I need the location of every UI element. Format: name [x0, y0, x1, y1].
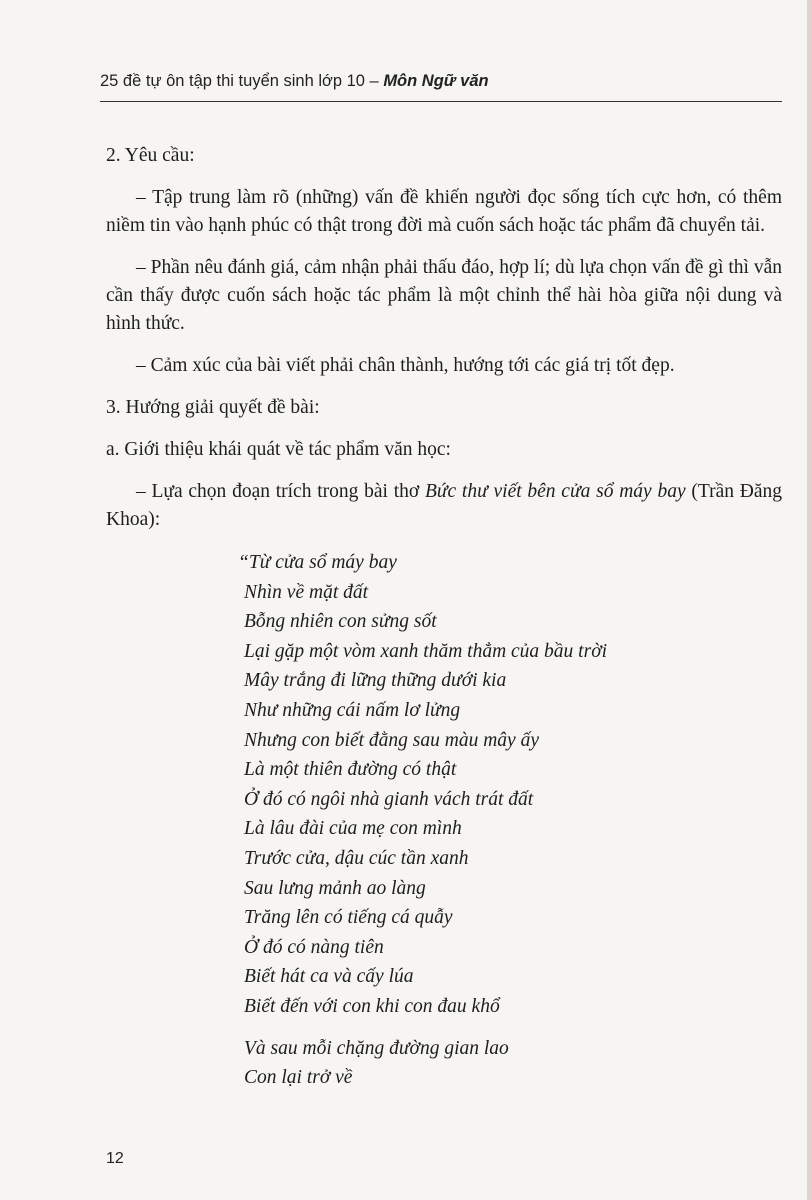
subject-title: Môn Ngữ văn — [383, 72, 489, 90]
selection-suffix: (Trần Đăng Khoa): — [106, 481, 782, 530]
poem-line: Ở đó có nàng tiên — [244, 936, 384, 958]
solution-heading: 3. Hướng giải quyết đề bài: — [106, 397, 320, 418]
selection-prefix: – Lựa chọn đoạn trích trong bài thơ — [136, 481, 425, 502]
poem-line: Nhìn về mặt đất — [244, 581, 369, 603]
solution-part-a: a. Giới thiệu khái quát về tác phẩm văn học: — [106, 439, 451, 460]
poem-line: Trăng lên có tiếng cá quẫy — [244, 907, 453, 929]
poem-line: Con lại trở về — [244, 1067, 353, 1089]
poem-line: “Từ cửa sổ máy bay — [238, 552, 397, 573]
poem-line: Là lâu đài của mẹ con mình — [244, 818, 462, 840]
poem-line: Ở đó có ngôi nhà gianh vách trát đất — [244, 788, 534, 810]
poem-line: Trước cửa, dậu cúc tần xanh — [244, 847, 469, 869]
page-body — [106, 142, 782, 1093]
poem-excerpt — [238, 548, 782, 1093]
poem-line: Như những cái nấm lơ lửng — [244, 699, 461, 721]
poem-line: Là một thiên đường có thật — [244, 759, 457, 781]
stanza-break — [244, 1022, 782, 1034]
book-title: 25 đề tự ôn tập thi tuyển sinh lớp 10 – — [100, 72, 384, 90]
requirement-paragraph-2: – Phần nêu đánh giá, cảm nhận phải thấu đáo, hợp lí; dù lựa chọn vấn đề gì thì vẫn cần thấy được cuốn sách hoặc tác phẩm là một chỉnh thể hài hòa giữa nội dung và hình thức. — [106, 257, 782, 334]
header-divider — [100, 101, 782, 102]
poem-line: Và sau mỗi chặng đường gian lao — [244, 1037, 509, 1059]
poem-line: Bỗng nhiên con sửng sốt — [244, 611, 437, 633]
page-edge-shadow — [807, 0, 811, 1200]
poem-line: Mây trắng đi lững thững dưới kia — [244, 670, 507, 692]
requirement-paragraph-3: – Cảm xúc của bài viết phải chân thành, hướng tới các giá trị tốt đẹp. — [136, 355, 675, 376]
poem-selection-paragraph — [106, 478, 782, 534]
poem-title: Bức thư viết bên cửa sổ máy bay — [424, 481, 686, 502]
poem-line: Biết hát ca và cấy lúa — [244, 966, 414, 988]
poem-line: Lại gặp một vòm xanh thăm thẳm của bầu trời — [244, 640, 608, 662]
poem-line: Biết đến với con khi con đau khổ — [244, 995, 500, 1017]
poem-line: Sau lưng mảnh ao làng — [244, 877, 426, 899]
requirements-heading: 2. Yêu cầu: — [106, 145, 195, 166]
page-number: 12 — [106, 1150, 124, 1167]
requirement-paragraph-1: – Tập trung làm rõ (những) vấn đề khiến người đọc sống tích cực hơn, có thêm niềm tin vào hạnh phúc có thật trong đời mà cuốn sách hoặc tác phẩm đã chuyển tải. — [106, 187, 782, 236]
running-header — [100, 72, 489, 91]
poem-line: Nhưng con biết đằng sau màu mây ấy — [244, 729, 539, 751]
